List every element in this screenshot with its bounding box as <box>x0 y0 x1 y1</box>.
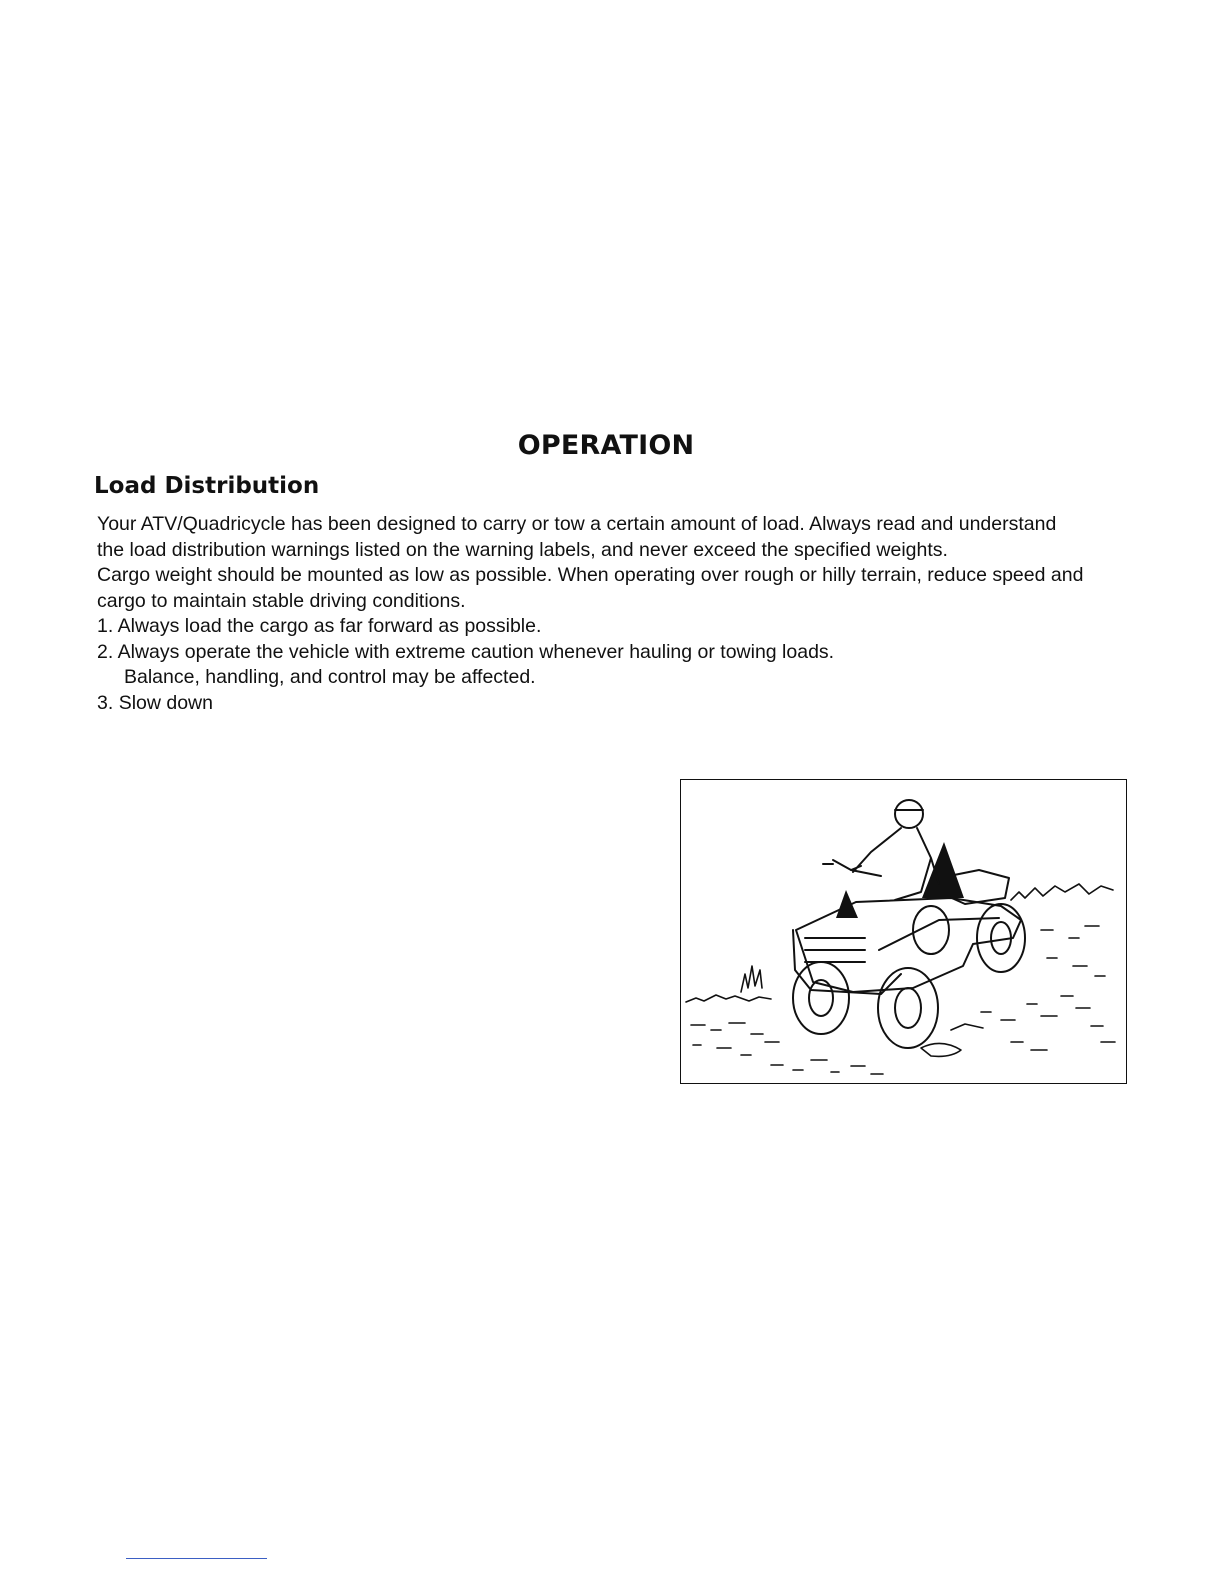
list-item-text: Always load the cargo as far forward as possible. <box>117 615 542 637</box>
list-item-text: Always operate the vehicle with extreme caution whenever hauling or towing loads. <box>117 640 835 663</box>
atv-body <box>793 870 1021 994</box>
paragraph-intro: Your ATV/Quadricycle has been designed to carry or tow a certain amount of load. Always read and understand the load distribution warnings listed on the warning labels, and never exceed the specified weights. <box>97 513 1057 561</box>
list-item-number: 1. <box>97 615 114 637</box>
list-item-number: 3. <box>97 691 114 714</box>
list-item <box>97 614 1087 640</box>
section-title: Load Distribution <box>94 473 320 499</box>
atv-rider-illustration-icon <box>681 780 1126 1083</box>
list-item <box>97 691 1087 717</box>
section-body <box>97 512 1087 716</box>
ground-texture <box>686 884 1115 1074</box>
instruction-list <box>97 614 1087 716</box>
page-title: OPERATION <box>517 430 695 461</box>
paragraph-cargo: Cargo weight should be mounted as low as possible. When operating over rough or hilly terrain, reduce speed and cargo to maintain stable driving conditions. <box>97 564 1084 612</box>
handlebars <box>823 860 861 870</box>
list-item <box>97 640 1087 691</box>
front-triangle-marker <box>836 890 858 918</box>
list-item-continuation: Balance, handling, and control may be affected. <box>124 666 536 688</box>
wheels <box>793 904 1025 1048</box>
atv-illustration-frame <box>680 779 1127 1084</box>
footer-rule <box>126 1558 267 1559</box>
list-item-number: 2. <box>97 640 114 663</box>
list-item-text: Slow down <box>118 691 213 714</box>
rider <box>851 800 939 900</box>
